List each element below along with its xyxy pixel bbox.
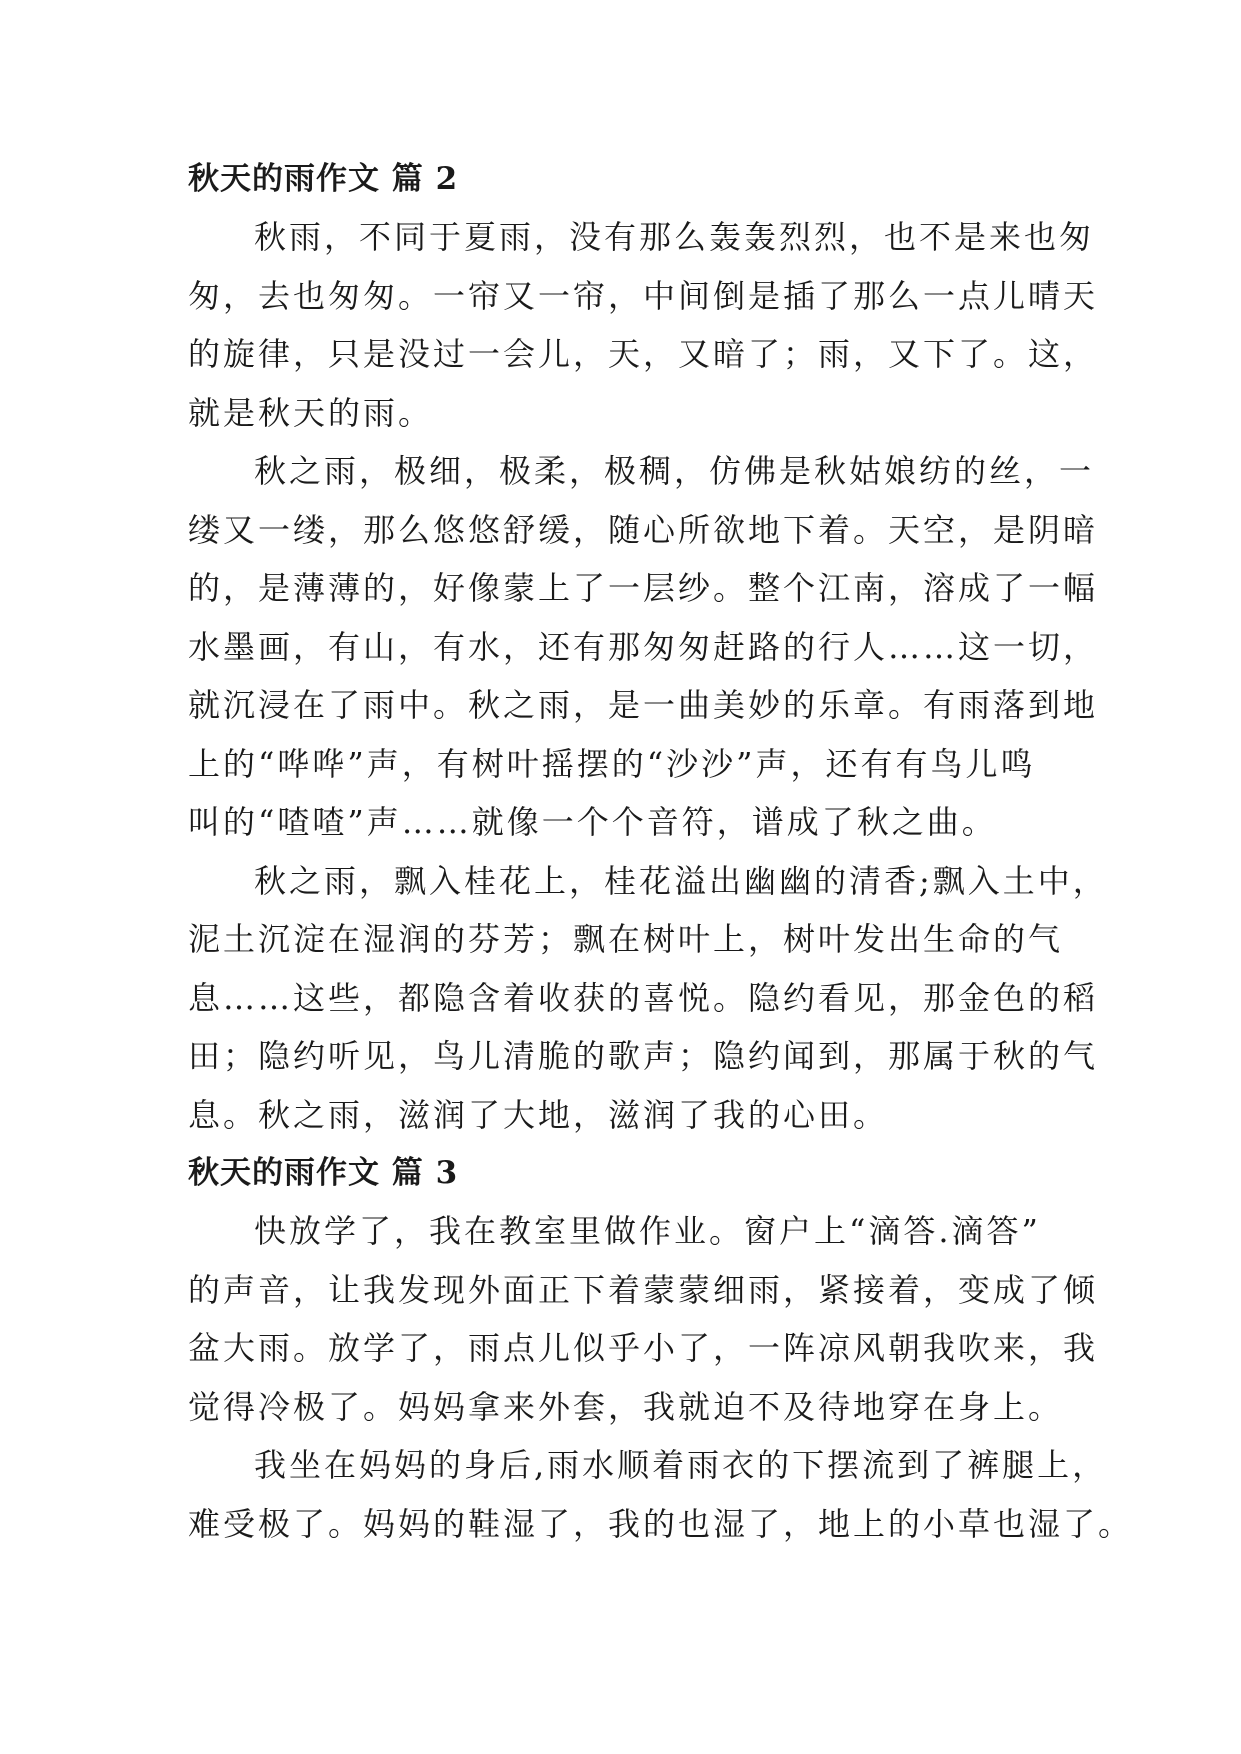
- text-line: 田；隐约听见，鸟儿清脆的歌声；隐约闻到，那属于秋的气: [188, 1037, 1099, 1075]
- paragraph: [188, 1202, 1099, 1436]
- text-line: 快放学了，我在教室里做作业。窗户上“滴答.滴答”: [254, 1212, 1041, 1250]
- text-line: 息。秋之雨，滋润了大地，滋润了我的心田。: [188, 1095, 889, 1134]
- section-heading: 秋天的雨作文 篇 3: [188, 1155, 459, 1191]
- paragraph: [188, 852, 1108, 1145]
- text-line: 就沉浸在了雨中。秋之雨，是一曲美妙的乐章。有雨落到地: [188, 686, 1099, 724]
- text-line: 的旋律，只是没过一会儿，天，又暗了；雨，又下了。这，: [188, 335, 1099, 373]
- text-line: 难受极了。妈妈的鞋湿了，我的也湿了，地上的小草也湿了。: [188, 1504, 1134, 1543]
- text-line: 息……这些，都隐含着收获的喜悦。隐约看见，那金色的稻: [188, 978, 1099, 1017]
- text-line: 的声音，让我发现外面正下着蒙蒙细雨，紧接着，变成了倾: [188, 1270, 1099, 1309]
- text-line: 叫的“喳喳”声……就像一个个音符，谱成了秋之曲。: [188, 803, 997, 841]
- text-line: 我坐在妈妈的身后,雨水顺着雨衣的下摆流到了裤腿上，: [254, 1446, 1108, 1484]
- text-line: 水墨画，有山，有水，还有那匆匆赶路的行人……这一切，: [188, 627, 1099, 666]
- text-line: 匆，去也匆匆。一帘又一帘，中间倒是插了那么一点儿晴天: [188, 276, 1099, 315]
- paragraph: [188, 1436, 1134, 1553]
- text-line: 泥土沉淀在湿润的芬芳；飘在树叶上，树叶发出生命的气: [188, 920, 1064, 958]
- text-line: 秋之雨，极细，极柔，极稠，仿佛是秋姑娘纺的丝，一: [254, 452, 1095, 490]
- text-line: 就是秋天的雨。: [188, 393, 434, 432]
- text-line: 秋之雨，飘入桂花上，桂花溢出幽幽的清香;飘入土中，: [254, 861, 1108, 900]
- text-line: 秋雨，不同于夏雨，没有那么轰轰烈烈，也不是来也匆: [254, 218, 1095, 256]
- text-line: 缕又一缕，那么悠悠舒缓，随心所欲地下着。天空，是阴暗: [188, 510, 1099, 549]
- text-line: 上的“哗哗”声，有树叶摇摆的“沙沙”声，还有有鸟儿鸣: [188, 744, 1036, 783]
- text-line: 觉得冷极了。妈妈拿来外套，我就迫不及待地穿在身上。: [188, 1387, 1064, 1426]
- paragraph: [188, 442, 1099, 852]
- paragraph: [188, 208, 1099, 442]
- text-line: 的，是薄薄的，好像蒙上了一层纱。整个江南，溶成了一幅: [188, 569, 1099, 607]
- text-line: 盆大雨。放学了，雨点儿似乎小了，一阵凉风朝我吹来，我: [188, 1329, 1099, 1367]
- document-page: [188, 150, 1134, 1553]
- section-heading: 秋天的雨作文 篇 2: [188, 161, 459, 197]
